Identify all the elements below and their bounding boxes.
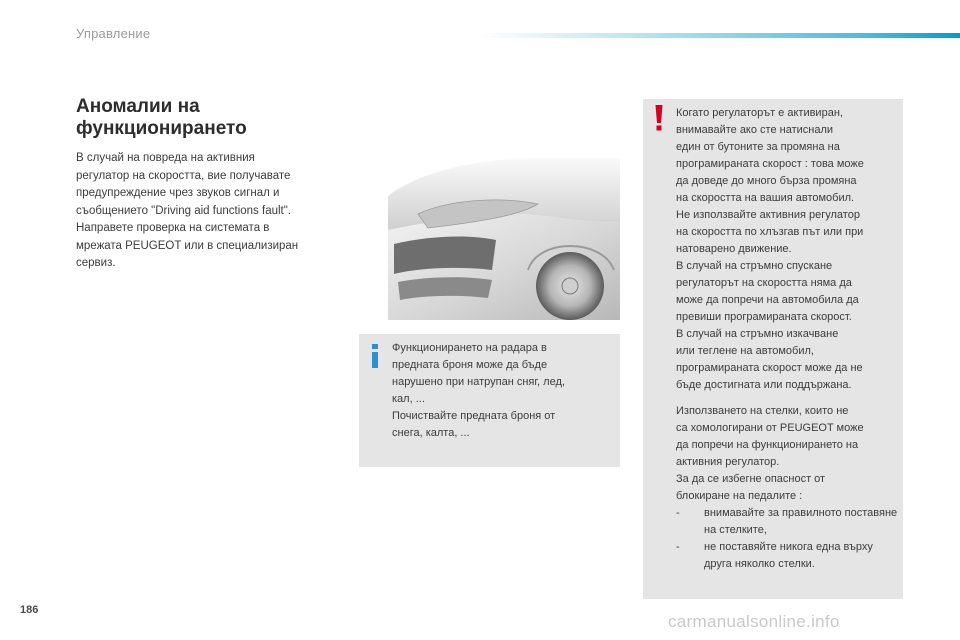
watermark: carmanualsonline.info [668, 612, 840, 631]
pedal-line: активния регулатор. [676, 456, 780, 468]
warning-box [643, 99, 903, 599]
list-item [676, 505, 900, 539]
info-box [359, 334, 620, 467]
car-front-illustration [388, 152, 620, 320]
list-item [676, 539, 900, 573]
exclamation-icon [654, 105, 664, 131]
pedal-line: да попречи на функционирането на [676, 439, 859, 451]
car-wheel-hub [562, 278, 578, 294]
section-title: Аномалии на функционирането [76, 96, 247, 139]
pedal-line: Използването на стелки, които не [676, 405, 849, 417]
list-item-text: внимавайте за правилното поставяне на стелките, [704, 507, 898, 536]
info-icon [370, 344, 380, 368]
list-dash: - [676, 507, 680, 519]
header-title: Управление [76, 26, 151, 41]
intro-paragraph: В случай на повреда на активния регулатор на скоростта, вие получавате предупреждение чрез звуков сигнал и съобщението "Driving aid functions fault". Направете проверка на системата в мрежата PEUGEOT или в специализиран сервиз. [76, 152, 299, 269]
page-number: 186 [20, 604, 39, 616]
list-dash: - [676, 541, 680, 553]
pedal-list [676, 505, 900, 573]
header-accent-bar [480, 33, 960, 38]
pedal-line: За да се избегне опасност от [676, 473, 826, 485]
warning-text: Когато регулаторът е активиран, внимавайте ако сте натиснали един от бутоните за промяна на програмираната скорост : това може да доведе до много бърза промяна на скоростта на вашия автомобил. Не използвайте активния регулатор на скоростта по хлъзгав път или при натоварено движение. В случай на стръмно спускане регулаторът на скоростта няма да може да попречи на автомобила да превиши програмираната скорост. В случай на стръмно изкачване или теглене на автомобил, програмираната скорост може да не бъде достигната или поддържана. [676, 107, 864, 391]
pedal-warning [676, 403, 900, 573]
pedal-line: блокиране на педалите : [676, 490, 803, 502]
info-text: Функционирането на радара в предната броня може да бъде нарушено при натрупан сняг, лед, кал, ... Почиствайте предната броня от снега, калта, ... [392, 342, 565, 439]
list-item-text: не поставяйте никога една върху друга няколко стелки. [704, 541, 873, 570]
pedal-line: са хомологирани от PEUGEOT може [676, 422, 864, 434]
